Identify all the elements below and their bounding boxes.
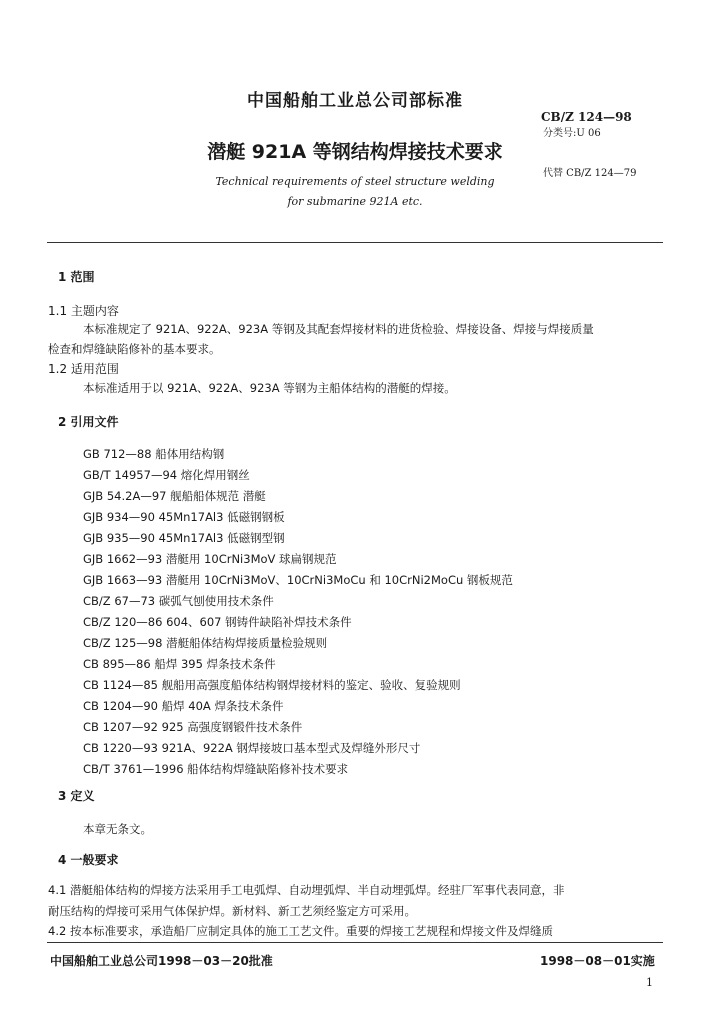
section-4-heading: 4 一般要求 bbox=[58, 853, 119, 867]
section-1-2-heading: 1.2 适用范围 bbox=[48, 362, 119, 376]
reference-item: CB 895—86 船焊 395 焊条技术条件 bbox=[83, 657, 276, 671]
section-3-heading: 3 定义 bbox=[58, 789, 95, 803]
effective-date: 1998－08－01实施 bbox=[540, 954, 655, 968]
reference-item: CB/Z 120—86 604、607 钢铸件缺陷补焊技术条件 bbox=[83, 615, 352, 629]
reference-item: GJB 935—90 45Mn17Al3 低磁钢型钢 bbox=[83, 531, 285, 545]
page-number: 1 bbox=[646, 976, 653, 989]
reference-item: CB/Z 125—98 潜艇船体结构焊接质量检验规则 bbox=[83, 636, 328, 650]
section-1-1-text-line2: 检查和焊缝缺陷修补的基本要求。 bbox=[48, 342, 221, 356]
english-title-line1: Technical requirements of steel structure welding bbox=[215, 175, 495, 188]
organization-header: 中国船舶工业总公司部标准 bbox=[247, 91, 463, 111]
english-title-line2: for submarine 921A etc. bbox=[287, 195, 423, 208]
footer-divider bbox=[47, 942, 663, 943]
reference-item: CB/Z 67—73 碳弧气刨使用技术条件 bbox=[83, 594, 274, 608]
section-1-2-text: 本标准适用于以 921A、922A、923A 等钢为主船体结构的潜艇的焊接。 bbox=[83, 381, 456, 395]
classification-number: 分类号:U 06 bbox=[543, 128, 601, 139]
reference-item: GJB 934—90 45Mn17Al3 低磁钢钢板 bbox=[83, 510, 285, 524]
reference-item: GB 712—88 船体用结构钢 bbox=[83, 447, 225, 461]
section-1-1-text-line1: 本标准规定了 921A、922A、923A 等钢及其配套焊接材料的进货检验、焊接设备、焊接与焊接质量 bbox=[83, 322, 594, 336]
section-1-heading: 1 范围 bbox=[58, 270, 95, 284]
reference-item: GJB 54.2A—97 舰船船体规范 潜艇 bbox=[83, 489, 266, 503]
approval-date: 中国船舶工业总公司1998－03－20批准 bbox=[50, 954, 273, 968]
section-1-1-heading: 1.1 主题内容 bbox=[48, 304, 119, 318]
reference-item: CB/T 3761—1996 船体结构焊缝缺陷修补技术要求 bbox=[83, 762, 349, 776]
reference-item: CB 1220—93 921A、922A 钢焊接坡口基本型式及焊缝外形尺寸 bbox=[83, 741, 421, 755]
section-4-1-line2: 耐压结构的焊接可采用气体保护焊。新材料、新工艺须经鉴定方可采用。 bbox=[48, 904, 416, 918]
standard-number: CB/Z 124—98 bbox=[541, 110, 632, 124]
document-title: 潜艇 921A 等钢结构焊接技术要求 bbox=[207, 141, 503, 163]
section-4-1-line1: 4.1 潜艇船体结构的焊接方法采用手工电弧焊、自动埋弧焊、半自动埋弧焊。经驻厂军事代表同意，非 bbox=[48, 883, 565, 897]
reference-item: GB/T 14957—94 熔化焊用钢丝 bbox=[83, 468, 250, 482]
reference-item: GJB 1663—93 潜艇用 10CrNi3MoV、10CrNi3MoCu 和 10CrNi2MoCu 钢板规范 bbox=[83, 573, 513, 587]
section-2-heading: 2 引用文件 bbox=[58, 415, 119, 429]
reference-item: CB 1207—92 925 高强度钢锻件技术条件 bbox=[83, 720, 303, 734]
section-4-2-line1: 4.2 按本标准要求，承造船厂应制定具体的施工工艺文件。重要的焊接工艺规程和焊接文件及焊缝质 bbox=[48, 924, 553, 938]
header-divider bbox=[47, 242, 663, 243]
reference-item: GJB 1662—93 潜艇用 10CrNi3MoV 球扁钢规范 bbox=[83, 552, 337, 566]
section-3-text: 本章无条文。 bbox=[83, 822, 152, 836]
replaces-standard: 代替 CB/Z 124—79 bbox=[543, 168, 637, 179]
reference-item: CB 1204—90 船焊 40A 焊条技术条件 bbox=[83, 699, 284, 713]
reference-item: CB 1124—85 舰船用高强度船体结构钢焊接材料的鉴定、验收、复验规则 bbox=[83, 678, 461, 692]
